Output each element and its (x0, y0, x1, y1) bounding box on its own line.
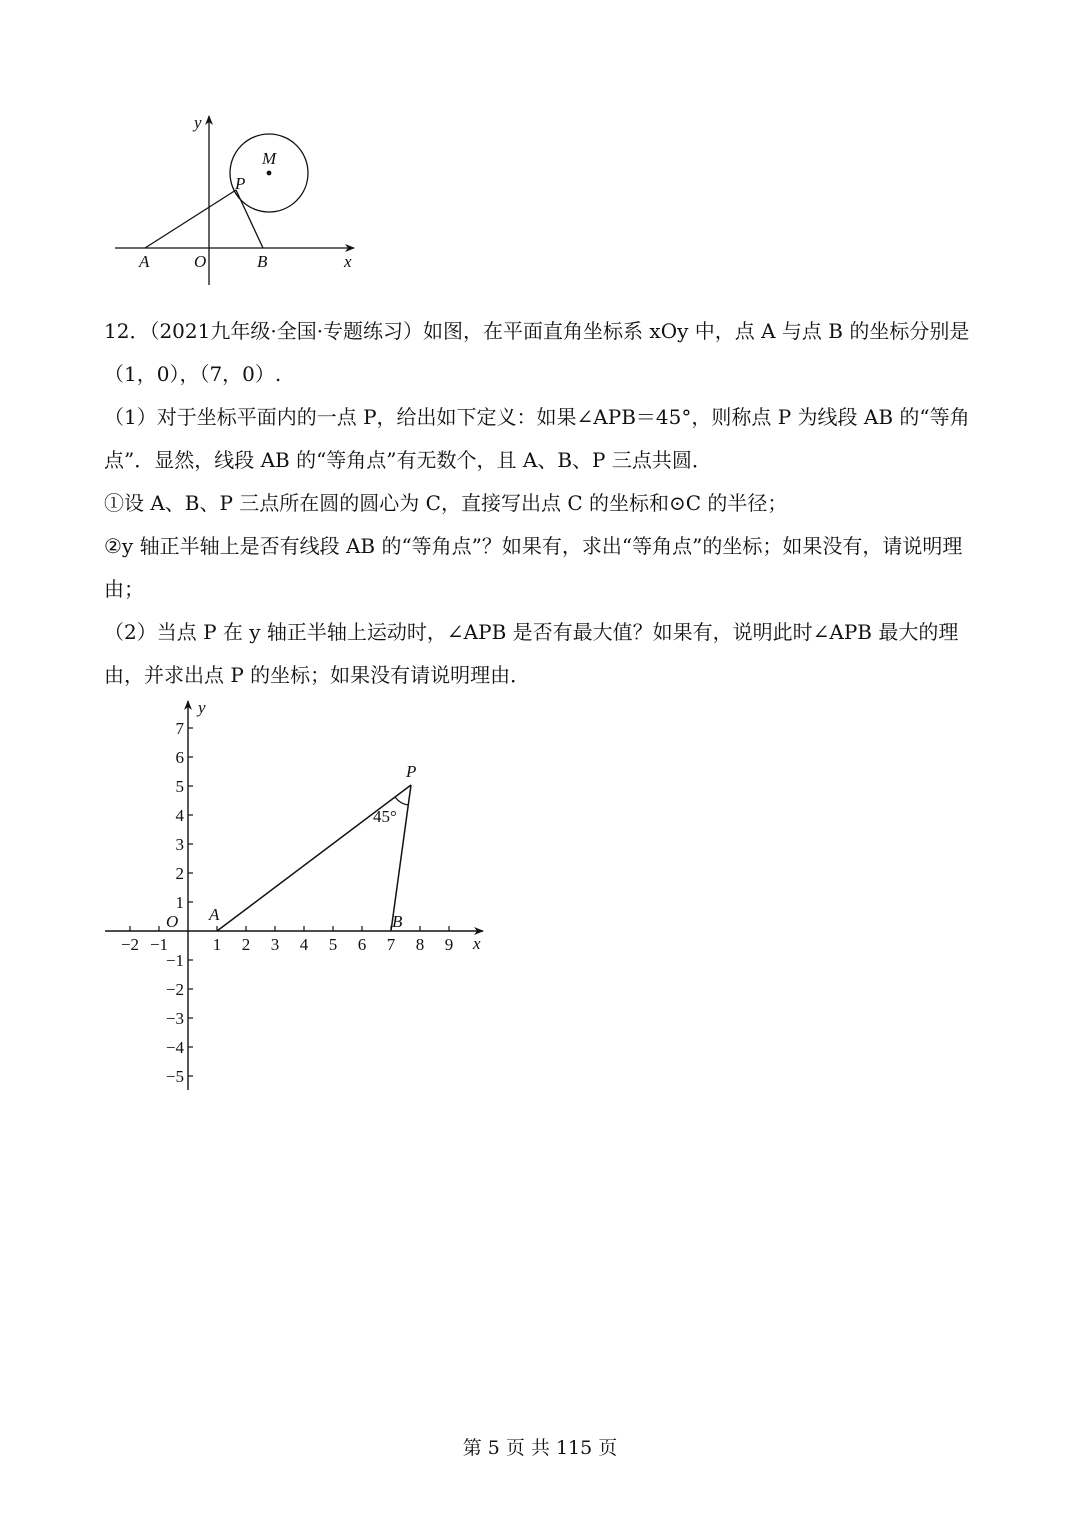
label-m: M (262, 149, 277, 168)
y-tick-label: 3 (175, 835, 184, 854)
label-a: A (139, 252, 150, 271)
question-sub-2: ②y 轴正半轴上是否有线段 AB 的“等角点”？如果有，求出“等角点”的坐标；如果没有，请说明理由； (104, 534, 963, 601)
y-tick-label: −1 (165, 951, 184, 970)
angle-label: 45° (373, 807, 397, 826)
y-tick-label: −4 (165, 1038, 184, 1057)
segment-pa (145, 190, 236, 248)
y-tick-label: −2 (165, 980, 184, 999)
x-tick-label: 2 (241, 935, 251, 954)
label-x: x (344, 252, 352, 271)
label-x: x (473, 934, 481, 953)
x-tick-label: 1 (212, 935, 222, 954)
question-sub-1: ①设 A、B、P 三点所在圆的圆心为 C，直接写出点 C 的坐标和⊙C 的半径； (104, 491, 788, 515)
segment-pb (236, 190, 263, 248)
center-m-dot (267, 171, 272, 176)
label-b: B (392, 912, 403, 931)
x-tick-label: 9 (444, 935, 454, 954)
question-part-2: （2）当点 P 在 y 轴正半轴上运动时，∠APB 是否有最大值？如果有，说明此时∠APB 最大的理由，并求出点 P 的坐标；如果没有请说明理由． (104, 620, 959, 687)
angle-arc-apb (395, 797, 408, 805)
x-tick-label: 4 (299, 935, 309, 954)
y-tick-label: −5 (165, 1067, 184, 1086)
page-footer: 第 5 页 共 115 页 (462, 1437, 618, 1459)
x-tick-label: −1 (149, 935, 169, 954)
y-tick-label: 4 (175, 806, 184, 825)
y-tick-label: −3 (165, 1009, 184, 1028)
x-tick-label: 8 (415, 935, 425, 954)
label-b: B (257, 252, 268, 271)
x-tick-label: 6 (357, 935, 367, 954)
figure-circle-m (110, 110, 360, 285)
label-o: O (194, 252, 207, 271)
figure-coordinate-triangle (100, 695, 490, 1095)
x-tick-label: 7 (386, 935, 396, 954)
question-header: 12．（2021九年级·全国·专题练习）如图，在平面直角坐标系 xOy 中，点 A 与点 B 的坐标分别是（1，0），（7，0）. (104, 319, 970, 386)
label-p: P (406, 762, 417, 781)
y-tick-label: 2 (175, 864, 184, 883)
label-y: y (194, 113, 202, 132)
label-a: A (209, 905, 220, 924)
label-y: y (198, 698, 206, 717)
y-axis-ticks (166, 719, 193, 1086)
label-o: O (166, 912, 179, 931)
y-tick-label: 7 (175, 719, 184, 738)
question-12 (104, 310, 984, 697)
x-tick-label: −2 (120, 935, 140, 954)
x-tick-label: 5 (328, 935, 338, 954)
y-tick-label: 6 (175, 748, 184, 767)
y-tick-label: 1 (175, 893, 184, 912)
question-part-1: （1）对于坐标平面内的一点 P，给出如下定义：如果∠APB＝45°，则称点 P 为线段 AB 的“等角点”．显然，线段 AB 的“等角点”有无数个，且 A、B、P 三点共圆． (104, 405, 970, 472)
label-p: P (235, 174, 246, 193)
y-tick-label: 5 (175, 777, 184, 796)
x-tick-label: 3 (270, 935, 280, 954)
